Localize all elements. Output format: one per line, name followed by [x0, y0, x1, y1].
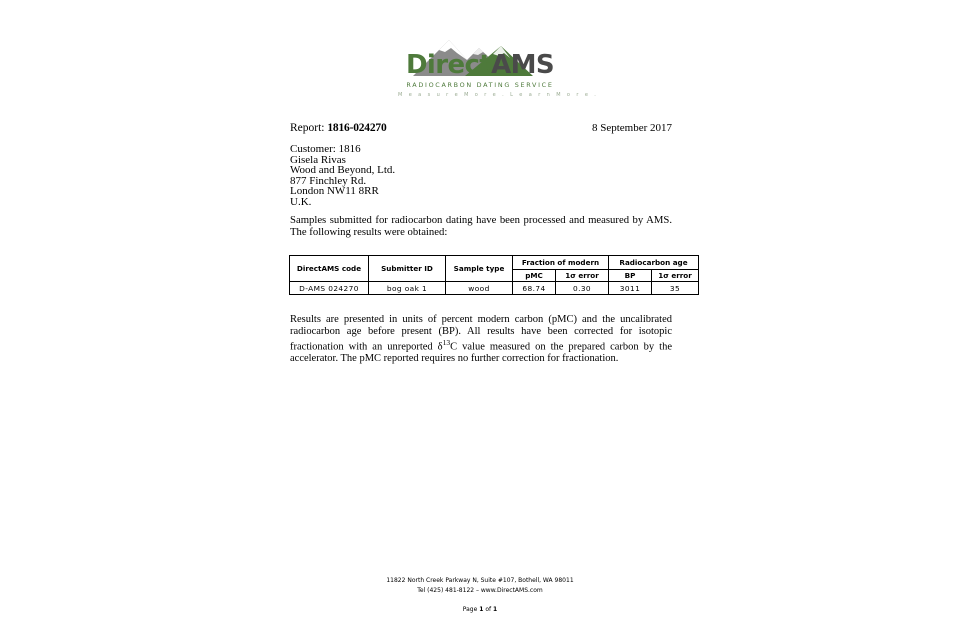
results-table	[289, 255, 699, 295]
table-row	[290, 282, 699, 295]
page-current: 1	[479, 606, 484, 613]
logo-word-direct: Direct	[405, 50, 492, 80]
table-header-row	[290, 256, 699, 270]
notes-part1: Results are presented in units of percent modern carbon (pMC) and the uncalibrated radiocarbon age before present (BP). All results have been corrected for isotopic fractionation with an unreported δ	[290, 314, 672, 353]
address-line: London NW11 8RR	[290, 185, 379, 197]
cell-sample-type: wood	[446, 282, 513, 295]
cell-directams-code: D-AMS 024270	[290, 282, 369, 295]
report-label: Report:	[290, 122, 325, 134]
report-header	[290, 122, 672, 134]
logo-subtagline: M e a s u r e M o r e . L e a r n M o r e .	[398, 92, 599, 98]
col-header-pmc: pMC	[513, 270, 556, 282]
footer-contact: Tel (425) 481-8122 – www.DirectAMS.com	[417, 587, 543, 594]
col-header-sample-type: Sample type	[446, 256, 513, 282]
report-number: 1816-024270	[327, 122, 387, 134]
logo-word-ams: AMS	[491, 50, 555, 80]
cell-submitter-id: bog oak 1	[369, 282, 446, 295]
report-date: 8 September 2017	[591, 122, 672, 134]
results-notes	[290, 314, 672, 365]
address-line: 877 Finchley Rd.	[290, 174, 367, 187]
page-number	[0, 605, 960, 615]
address-line: U.K.	[290, 195, 312, 208]
address-line: Customer: 1816	[290, 143, 361, 155]
footer-address: 11822 North Creek Parkway N, Suite #107, Bothell, WA 98011	[386, 577, 574, 584]
col-header-bp-error: 1σ error	[652, 270, 699, 282]
page-footer	[0, 576, 960, 615]
address-line: Gisela Rivas	[290, 153, 346, 166]
page-prefix: Page	[462, 606, 480, 613]
group-header-fraction-modern: Fraction of modern	[513, 256, 609, 270]
col-header-pmc-error: 1σ error	[556, 270, 609, 282]
cell-bp-error: 35	[652, 282, 699, 295]
col-header-submitter-id: Submitter ID	[369, 256, 446, 282]
notes-superscript: 13	[442, 338, 451, 348]
logo-tagline: RADIOCARBON DATING SERVICE	[406, 81, 554, 89]
cell-pmc-error: 0.30	[556, 282, 609, 295]
intro-paragraph: Samples submitted for radiocarbon dating have been processed and measured by AMS. The following results were obtained:	[290, 214, 672, 238]
customer-address	[290, 144, 395, 207]
address-line: Wood and Beyond, Ltd.	[290, 164, 396, 176]
logo-wordmark	[398, 52, 562, 78]
page-total: 1	[493, 606, 498, 613]
group-header-radiocarbon-age: Radiocarbon age	[609, 256, 699, 270]
page-mid: of	[483, 606, 494, 613]
cell-pmc: 68.74	[513, 282, 556, 295]
col-header-directams-code: DirectAMS code	[290, 256, 369, 282]
directams-logo	[398, 32, 599, 98]
col-header-bp: BP	[609, 270, 652, 282]
notes-part2: C value measured on the prepared carbon by the accelerator. The pMC reported requires no further correction for fractionation.	[290, 341, 672, 365]
cell-bp: 3011	[609, 282, 652, 295]
